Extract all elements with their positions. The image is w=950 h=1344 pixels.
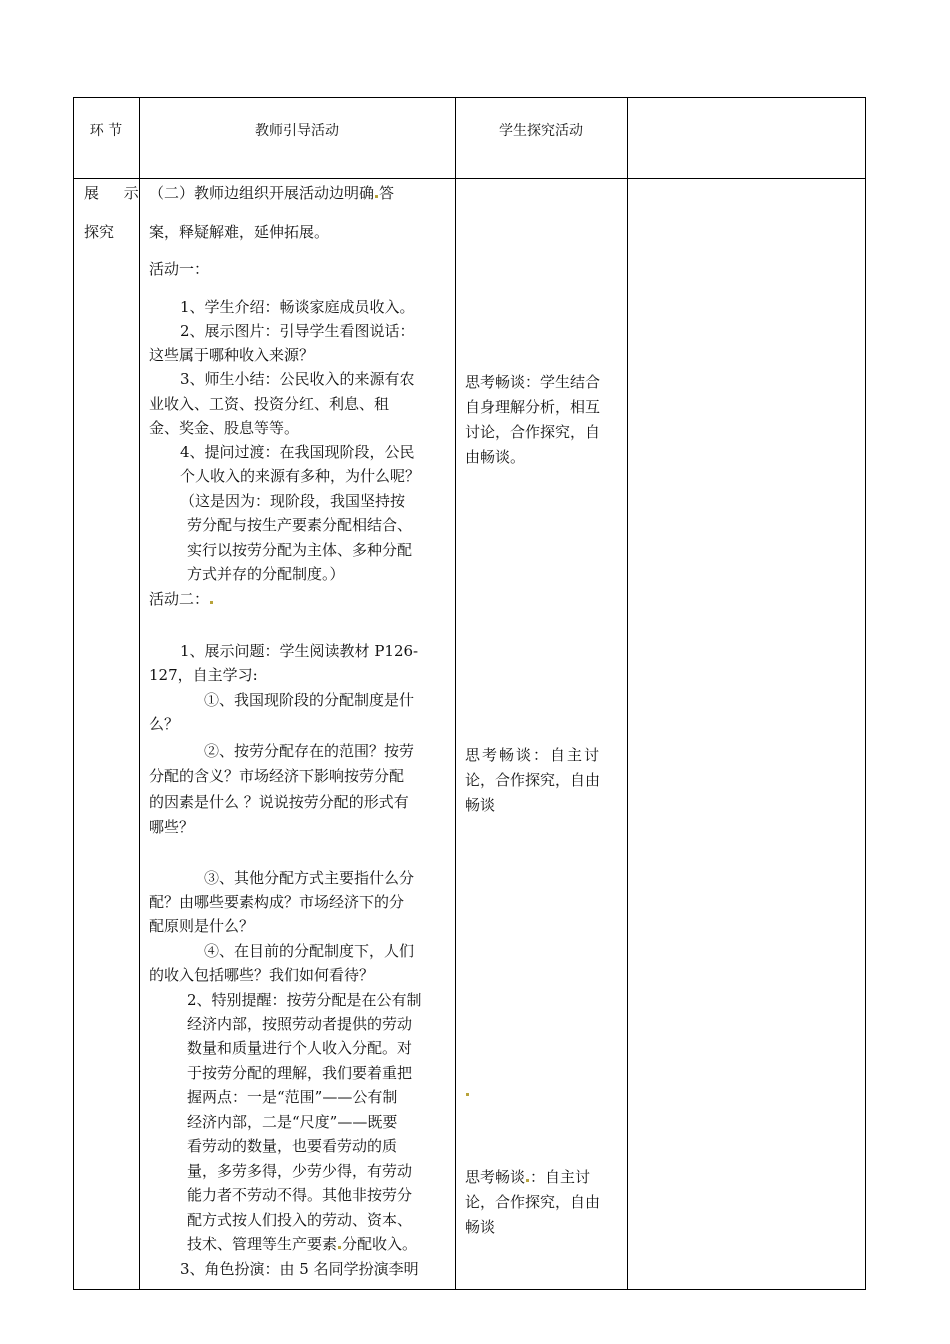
activity-two-line: 127，自主学习: (149, 666, 258, 684)
marker-dot (466, 1093, 469, 1096)
activity-two-line: 配？由哪些要素构成？市场经济下的分 (149, 893, 405, 911)
student-activity-line: 思考畅谈 ：自主讨 (465, 1168, 591, 1186)
activity-one-line: 个人收入的来源有多种，为什么呢？ (180, 467, 421, 485)
activity-two-line: 2、特别提醒：按劳分配是在公有制 (187, 991, 422, 1009)
activity-two-line: 经济内部，按照劳动者提供的劳动 (187, 1015, 413, 1033)
header-stage: 环 节 (89, 123, 123, 139)
activity-one-line: 劳分配与按生产要素分配相结合、 (187, 516, 413, 534)
student-activity-line: 自身理解分析，相互 (465, 398, 601, 416)
stage-line-2: 探究 (84, 223, 115, 241)
header-row-divider (73, 178, 866, 179)
student-activity-line: 由畅谈。 (465, 448, 526, 466)
activity-two-line: 1、展示问题：学生阅读教材 P126- (180, 642, 419, 660)
column-divider (455, 97, 456, 1290)
activity-one-line: 1、学生介绍：畅谈家庭成员收入。 (180, 298, 415, 316)
activity-one-line: （这是因为：现阶段，我国坚持按 (180, 492, 406, 510)
activity-two-line: ②、按劳分配存在的范围？按劳 (204, 742, 415, 760)
student-activity-line: 畅谈 (465, 1218, 496, 1236)
activity-two-line: 数量和质量进行个人收入分配。对 (187, 1039, 413, 1057)
activity-two-line: 的因素是什么 ？说说按劳分配的形式有 (149, 793, 409, 811)
activity-two-line: 分配的含义？市场经济下影响按劳分配 (149, 767, 405, 785)
activity-one-title: 活动一： (149, 260, 210, 278)
teacher-intro-line: （二）教师边组织开展活动边明确 答 (149, 184, 395, 202)
activity-two-line: 量，多劳多得，少劳少得，有劳动 (187, 1162, 413, 1180)
marker-dot (375, 195, 378, 198)
activity-two-line: ③、其他分配方式主要指什么分 (204, 869, 415, 887)
activity-one-line: 2、展示图片：引导学生看图说话： (180, 322, 415, 340)
student-activity-line: 论，合作探究，自由 (465, 1193, 601, 1211)
activity-two-line: 看劳动的数量，也要看劳动的质 (187, 1137, 398, 1155)
activity-one-line: 4、提问过渡：在我国现阶段，公民 (180, 443, 415, 461)
student-activity-line: 讨论，合作探究，自 (465, 423, 601, 441)
student-activity-line: 畅谈 (465, 796, 496, 814)
student-activity-line: 论，合作探究，自由 (465, 771, 601, 789)
marker-dot (338, 1246, 341, 1249)
activity-two-line: 握两点：一是“范围”——公有制 (187, 1088, 398, 1106)
header-student-activity: 学生探究活动 (499, 123, 583, 139)
activity-two-line: 技术、管理等生产要素 分配收入。 (187, 1235, 418, 1253)
activity-two-line: 配原则是什么？ (149, 917, 255, 935)
student-activity-line: 思考畅谈：自主讨 (465, 746, 602, 764)
activity-one-line: 3、师生小结：公民收入的来源有农 (180, 370, 415, 388)
activity-two-line: 哪些？ (149, 818, 195, 836)
column-divider (139, 97, 140, 1290)
activity-two-line: 么？ (149, 715, 180, 733)
stage-line-1: 展 示 (84, 184, 149, 202)
marker-dot (210, 601, 213, 604)
activity-one-line: 金、奖金、股息等等。 (149, 419, 300, 437)
marker-dot (526, 1179, 529, 1182)
header-teacher-activity: 教师引导活动 (255, 123, 339, 139)
activity-two-line: 经济内部，二是“尺度”——既要 (187, 1113, 398, 1131)
activity-one-line: 实行以按劳分配为主体、多种分配 (187, 541, 413, 559)
activity-one-line: 业收入、工资、投资分红、利息、租 (149, 395, 390, 413)
activity-one-line: 方式并存的分配制度。） (187, 565, 345, 583)
activity-two-title: 活动二： (149, 587, 214, 611)
activity-one-line: 这些属于哪种收入来源？ (149, 346, 315, 364)
activity-two-line: 3、角色扮演：由 5 名同学扮演李明 (180, 1260, 419, 1278)
activity-two-line: 能力者不劳动不得。其他非按劳分 (187, 1186, 413, 1204)
activity-two-line: 于按劳分配的理解，我们要着重把 (187, 1064, 413, 1082)
activity-two-line: ①、我国现阶段的分配制度是什 (204, 691, 415, 709)
activity-two-line: 配方式按人们投入的劳动、资本、 (187, 1211, 413, 1229)
activity-two-line: ④、在目前的分配制度下，人们 (204, 942, 415, 960)
student-activity-line: 思考畅谈：学生结合 (465, 373, 601, 391)
teacher-intro-line: 案，释疑解难，延伸拓展。 (149, 223, 330, 241)
column-divider (627, 97, 628, 1290)
activity-two-line: 的收入包括哪些？我们如何看待？ (149, 966, 375, 984)
